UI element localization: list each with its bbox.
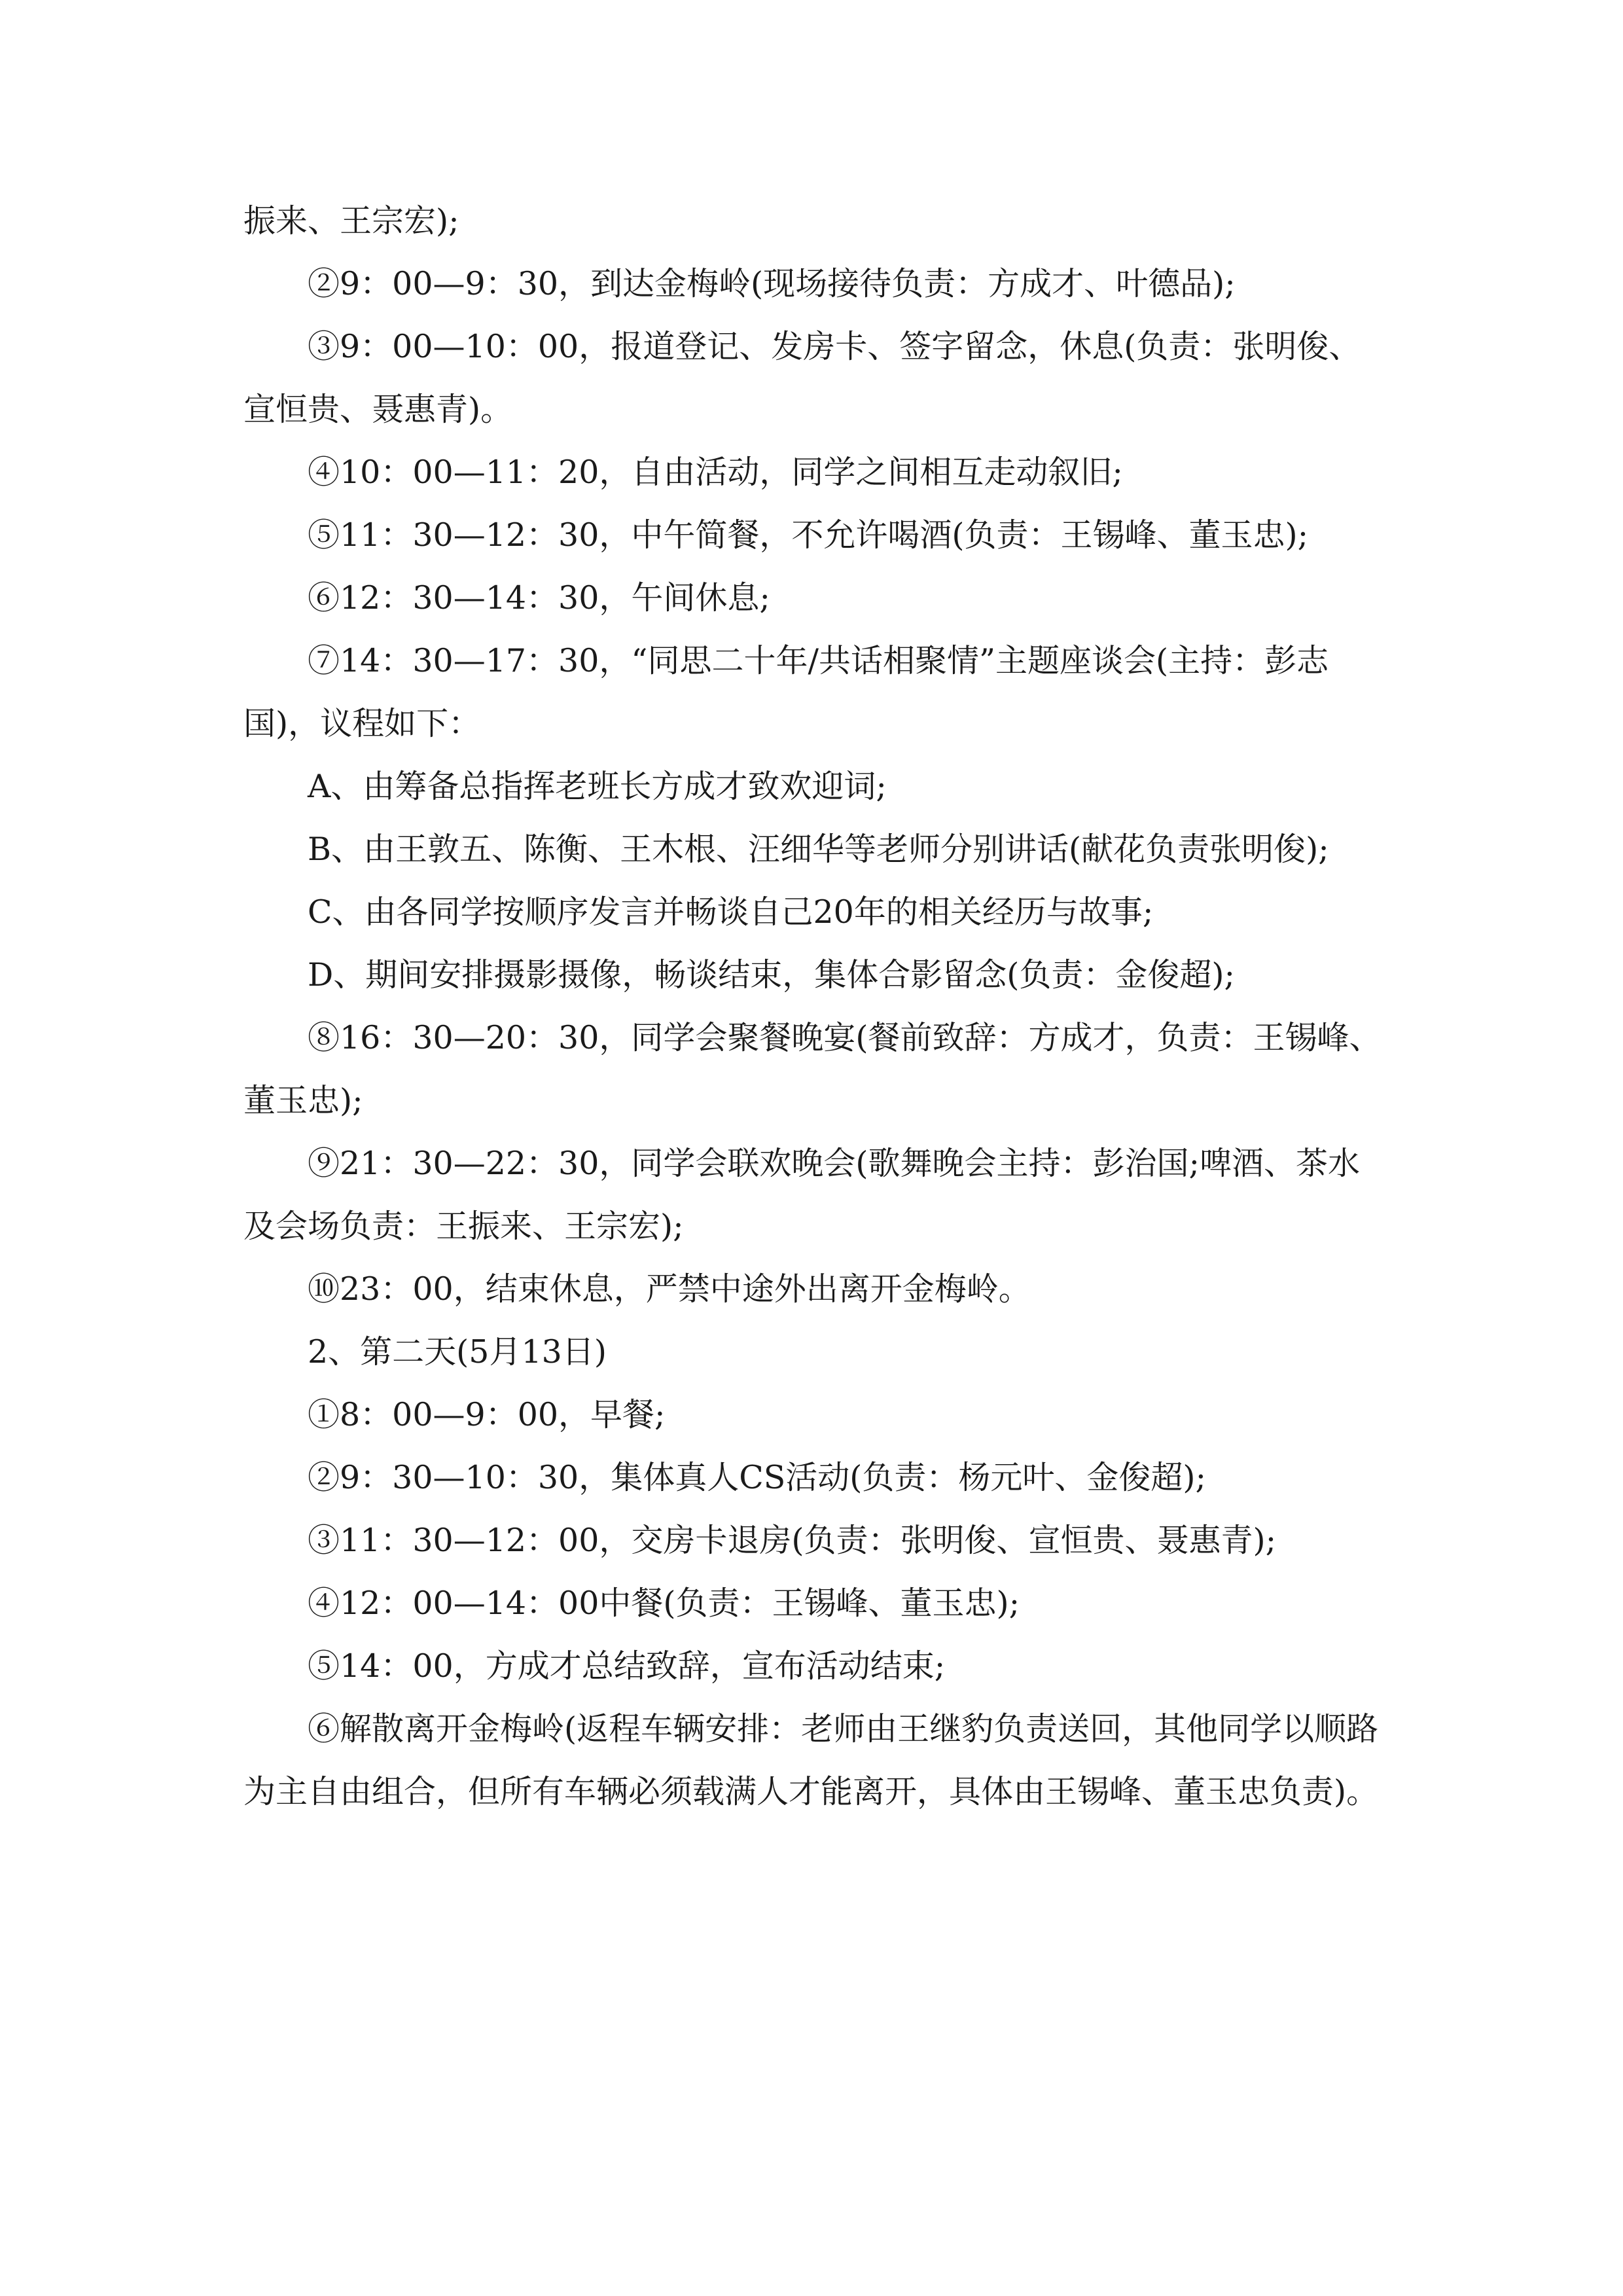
document-body — [243, 190, 1382, 1823]
schedule-item-day1-3: ③9：00—10：00，报道登记、发房卡、签字留念，休息(负责：张明俊、宣恒贵、聂惠青)。 — [243, 328, 1361, 428]
agenda-item-c: C、由各同学按顺序发言并畅谈自己20年的相关经历与故事; — [308, 893, 1154, 931]
agenda-item-b: B、由王敦五、陈衡、王木根、汪细华等老师分别讲话(献花负责张明俊); — [308, 831, 1329, 868]
schedule-item-day2-2: ②9：30—10：30，集体真人CS活动(负责：杨元叶、金俊超); — [308, 1459, 1207, 1496]
schedule-item-day1-10: ⑩23：00，结束休息，严禁中途外出离开金梅岭。 — [308, 1270, 1031, 1308]
paragraph-continuation: 振来、王宗宏); — [243, 202, 459, 240]
schedule-item-day1-7: ⑦14：30—17：30，“同思二十年/共话相聚情”主题座谈会(主持：彭志国)，议程如下： — [243, 642, 1329, 742]
agenda-item-d: D、期间安排摄影摄像，畅谈结束，集体合影留念(负责：金俊超); — [308, 956, 1236, 994]
schedule-item-day1-5: ⑤11：30—12：30，中午简餐，不允许喝酒(负责：王锡峰、董玉忠); — [308, 516, 1309, 554]
schedule-item-day2-5: ⑤14：00，方成才总结致辞，宣布活动结束; — [308, 1647, 946, 1685]
schedule-item-day1-9: ⑨21：30—22：30，同学会联欢晚会(歌舞晚会主持：彭治国;啤酒、茶水及会场负责：王振来、王宗宏); — [243, 1145, 1361, 1245]
schedule-item-day1-2: ②9：00—9：30，到达金梅岭(现场接待负责：方成才、叶德品); — [308, 265, 1236, 302]
schedule-item-day1-4: ④10：00—11：20，自由活动，同学之间相互走动叙旧; — [308, 454, 1123, 491]
schedule-item-day1-6: ⑥12：30—14：30，午间休息; — [308, 579, 770, 617]
schedule-item-day2-1: ①8：00—9：00，早餐; — [308, 1396, 666, 1433]
section-heading-day2: 2、第二天(5月13日) — [308, 1333, 607, 1371]
schedule-item-day1-8: ⑧16：30—20：30，同学会聚餐晚宴(餐前致辞：方成才，负责：王锡峰、董玉忠); — [243, 1019, 1382, 1119]
agenda-item-a: A、由筹备总指挥老班长方成才致欢迎词; — [308, 768, 887, 805]
schedule-item-day2-6: ⑥解散离开金梅岭(返程车辆安排：老师由王继豹负责送回，其他同学以顺路为主自由组合，但所有车辆必须载满人才能离开，具体由王锡峰、董玉忠负责)。 — [243, 1710, 1379, 1810]
schedule-item-day2-3: ③11：30—12：00，交房卡退房(负责：张明俊、宣恒贵、聂惠青); — [308, 1522, 1277, 1559]
schedule-item-day2-4: ④12：00—14：00中餐(负责：王锡峰、董玉忠); — [308, 1585, 1020, 1622]
